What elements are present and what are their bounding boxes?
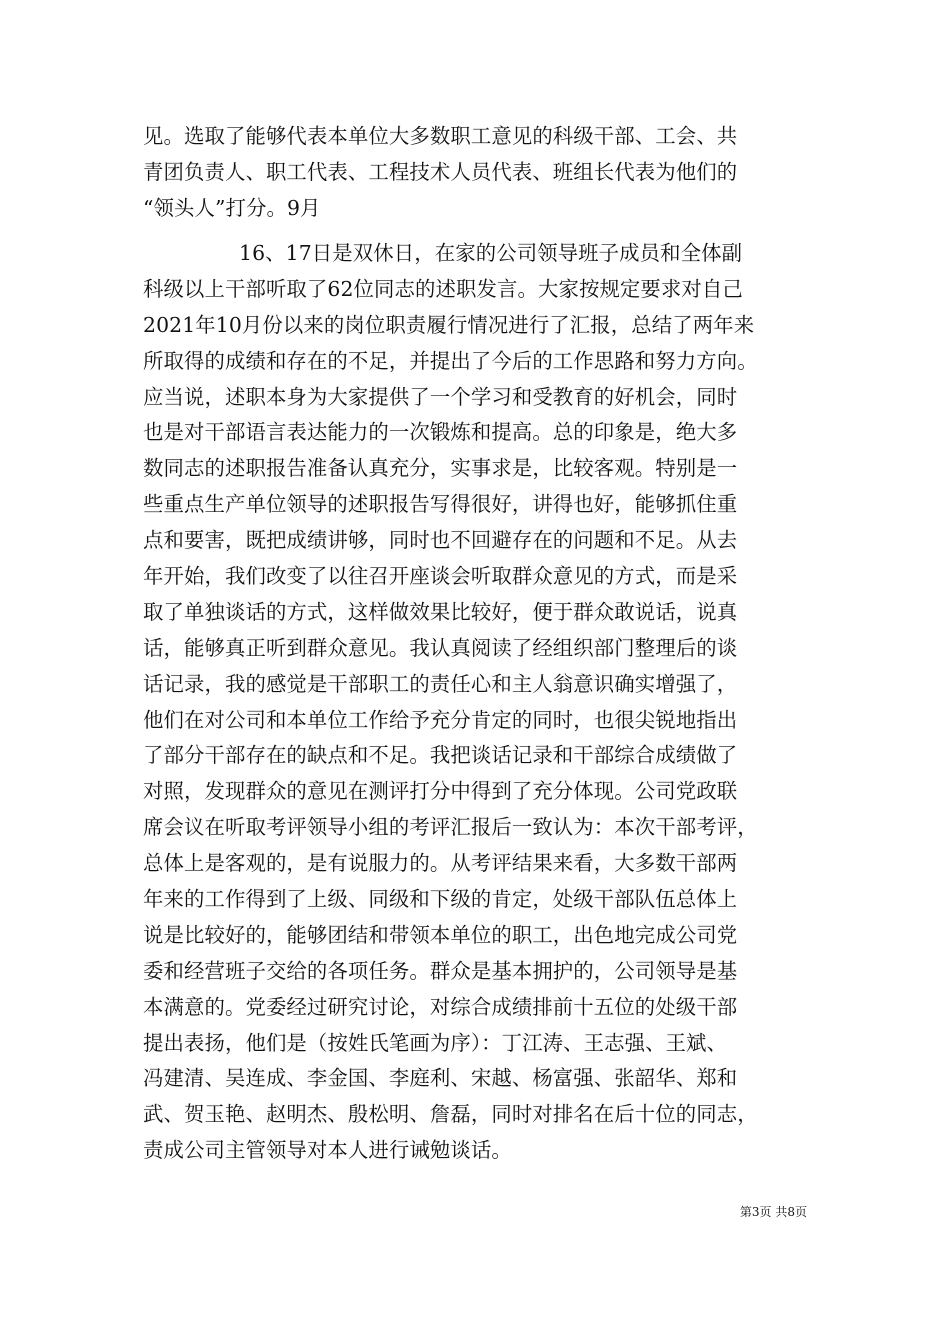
text-line: 话，能够真正听到群众意见。我认真阅读了经组织部门整理后的谈 bbox=[143, 635, 738, 660]
text-line: 些重点生产单位领导的述职报告写得很好，讲得也好，能够抓住重 bbox=[143, 492, 738, 517]
text-line: 说是比较好的，能够团结和带领本单位的职工，出色地完成公司党 bbox=[143, 922, 738, 947]
text-line: 了部分干部存在的缺点和不足。我把谈话记录和干部综合成绩做了 bbox=[143, 743, 738, 768]
paragraph-main bbox=[143, 236, 813, 1169]
text-line: 数同志的述职报告准备认真充分，实事求是，比较客观。特别是一 bbox=[143, 456, 738, 481]
text-line: 应当说，述职本身为大家提供了一个学习和受教育的好机会，同时 bbox=[143, 384, 738, 409]
text-line: 责成公司主管领导对本人进行诫勉谈话。 bbox=[143, 1138, 512, 1163]
text-line: 年来的工作得到了上级、同级和下级的肯定，处级干部队伍总体上 bbox=[143, 887, 738, 912]
text-line: 提出表扬，他们是（按姓氏笔画为序）：丁江涛、王志强、王斌、 bbox=[143, 1030, 728, 1055]
text-line: 武、贺玉艳、赵明杰、殷松明、詹磊，同时对排名在后十位的同志， bbox=[143, 1102, 758, 1127]
text-line: 对照，发现群众的意见在测评打分中得到了充分体现。公司党政联 bbox=[143, 779, 738, 804]
text-line: 本满意的。党委经过研究讨论，对综合成绩排前十五位的处级干部 bbox=[143, 994, 738, 1019]
text-line: 取了单独谈话的方式，这样做效果比较好，便于群众敢说话，说真 bbox=[143, 599, 738, 624]
paragraph-continuation bbox=[143, 119, 813, 227]
text-line: 2021年10月份以来的岗位职责履行情况进行了汇报，总结了两年来 bbox=[143, 312, 755, 337]
text-line: 他们在对公司和本单位工作给予充分肯定的同时，也很尖锐地指出 bbox=[143, 707, 738, 732]
text-line: 16、17日是双休日，在家的公司领导班子成员和全体副 bbox=[239, 241, 743, 265]
page-number: 第3页 共8页 bbox=[739, 1205, 807, 1219]
text-line: 也是对干部语言表达能力的一次锻炼和提高。总的印象是，绝大多 bbox=[143, 420, 738, 445]
text-line: 委和经营班子交给的各项任务。群众是基本拥护的，公司领导是基 bbox=[143, 958, 738, 983]
text-line: 科级以上干部听取了62位同志的述职发言。大家按规定要求对自己 bbox=[143, 276, 743, 301]
text-line: 青团负责人、职工代表、工程技术人员代表、班组长代表为他们的 bbox=[143, 159, 738, 184]
text-line: 见。选取了能够代表本单位大多数职工意见的科级干部、工会、共 bbox=[143, 124, 738, 148]
text-line: 年开始，我们改变了以往召开座谈会听取群众意见的方式，而是采 bbox=[143, 564, 738, 589]
text-line: 点和要害，既把成绩讲够，同时也不回避存在的问题和不足。从去 bbox=[143, 528, 738, 553]
text-line: 冯建清、吴连成、李金国、李庭利、宋越、杨富强、张韶华、郑和 bbox=[143, 1066, 738, 1091]
text-line: 话记录，我的感觉是干部职工的责任心和主人翁意识确实增强了， bbox=[143, 671, 738, 696]
text-line: 席会议在听取考评领导小组的考评汇报后一致认为：本次干部考评， bbox=[143, 815, 758, 840]
text-line: 所取得的成绩和存在的不足，并提出了今后的工作思路和努力方向。 bbox=[143, 348, 758, 373]
text-line: “领头人”打分。9月 bbox=[143, 195, 321, 220]
text-line: 总体上是客观的，是有说服力的。从考评结果来看，大多数干部两 bbox=[143, 851, 738, 876]
